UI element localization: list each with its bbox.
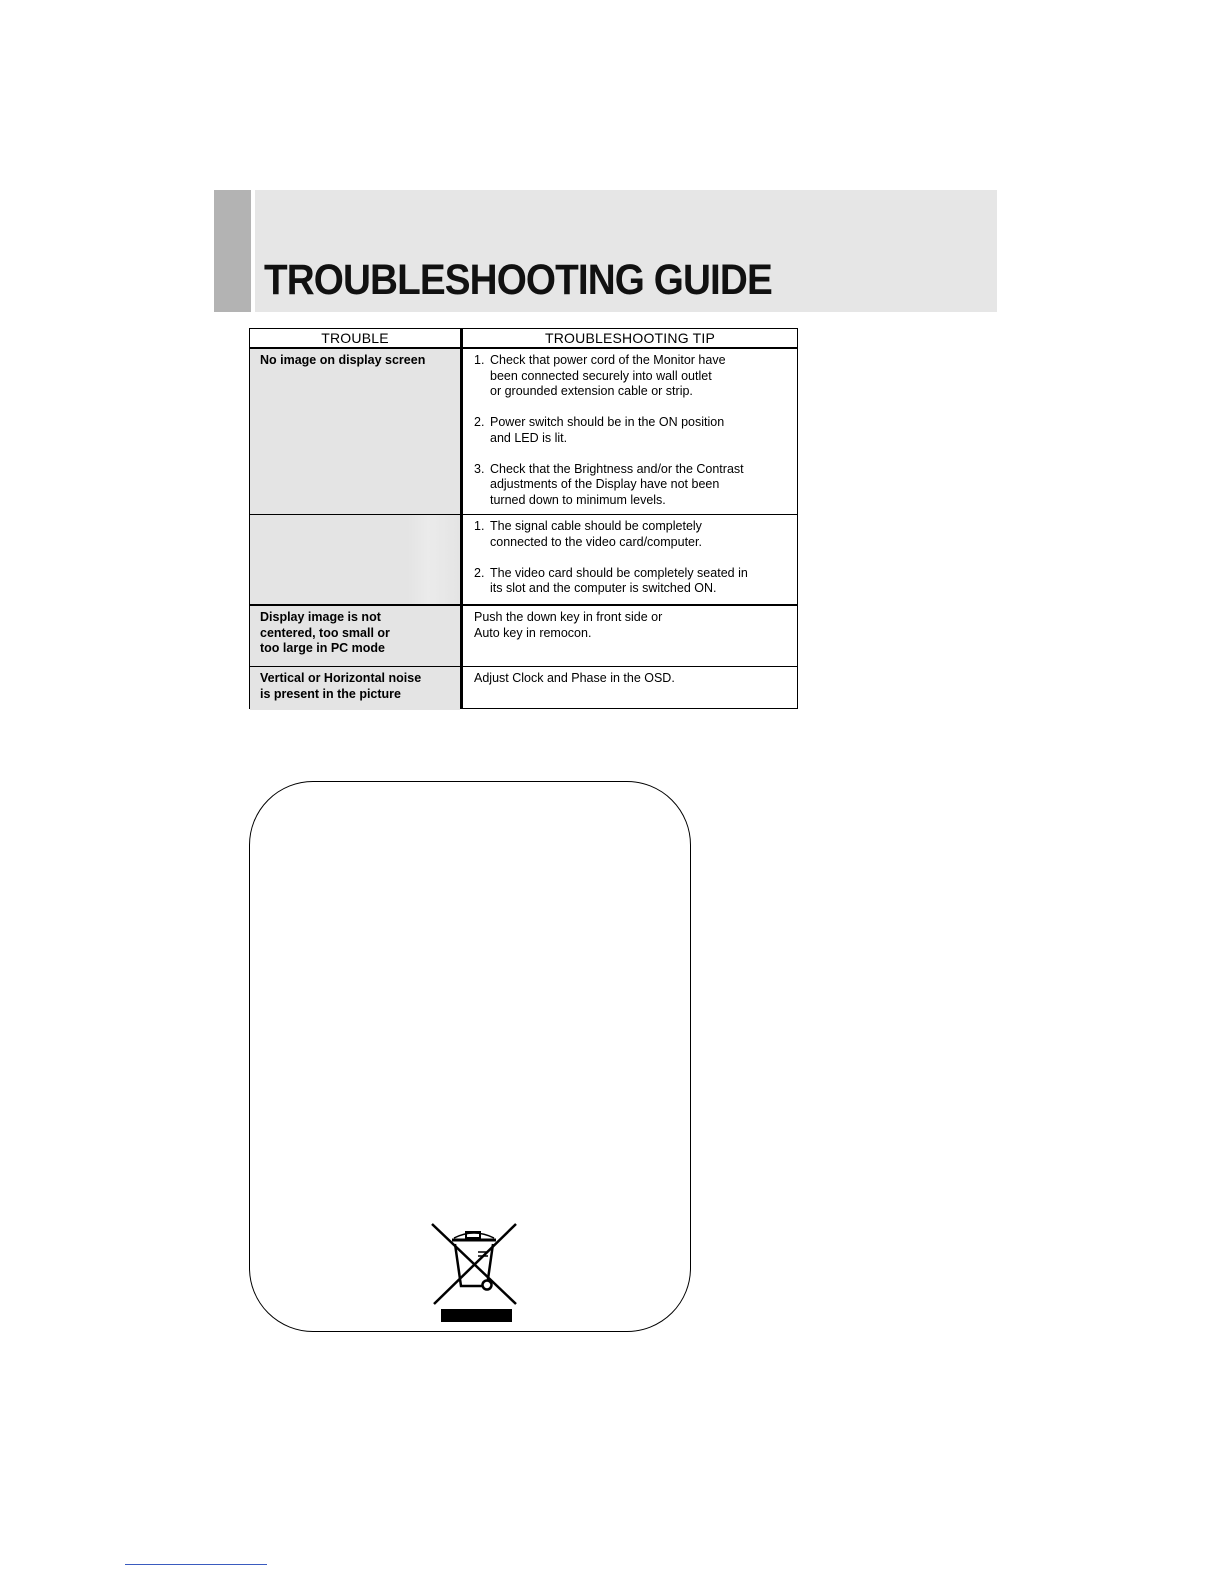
tip-cell	[463, 606, 797, 666]
page-title: TROUBLESHOOTING GUIDE	[264, 256, 772, 304]
tip-body: Check that the Brightness and/or the Contrast adjustments of the Display have not been turned down to minimum levels.	[490, 461, 744, 507]
tip-body: The signal cable should be completely connected to the video card/computer.	[490, 519, 702, 549]
tip-list	[463, 515, 797, 597]
tip-cell	[463, 515, 797, 604]
column-header-tip: TROUBLESHOOTING TIP	[544, 330, 715, 346]
tip-number: 1.	[474, 519, 485, 533]
troubleshooting-table	[249, 328, 798, 709]
tip-item	[474, 353, 789, 400]
tip-body: Adjust Clock and Phase in the OSD.	[474, 671, 675, 685]
trouble-cell	[250, 349, 460, 514]
column-header-trouble: TROUBLE	[321, 330, 389, 346]
trouble-cell	[250, 606, 460, 666]
trouble-text: No image on display screen	[260, 353, 426, 367]
tip-cell	[463, 667, 797, 710]
tip-list	[463, 349, 797, 508]
trouble-cell	[250, 515, 460, 604]
table-header-row	[250, 329, 797, 349]
tip-cell	[463, 349, 797, 514]
tip-item	[474, 566, 789, 597]
header-accent-gap	[251, 190, 255, 312]
weee-crossed-bin-icon	[430, 1222, 518, 1324]
header-accent-bar	[214, 190, 251, 312]
tip-body: Push the down key in front side or Auto key in remocon.	[474, 610, 663, 640]
tip-number: 2.	[474, 565, 485, 580]
column-divider	[460, 329, 463, 708]
trouble-text: Display image is not centered, too small or too large in PC mode	[260, 610, 390, 655]
tip-item	[474, 415, 789, 446]
tip-number: 1.	[474, 353, 485, 367]
tip-item	[474, 462, 789, 509]
tip-number: 3.	[474, 461, 485, 476]
table-row	[250, 515, 797, 606]
trouble-text: Vertical or Horizontal noise is present in the picture	[260, 671, 422, 701]
tip-item	[474, 519, 789, 550]
tip-body: The video card should be completely seated in its slot and the computer is switched ON.	[490, 565, 748, 595]
tip-body: Check that power cord of the Monitor have been connected securely into wall outlet or grounded extension cable or strip.	[490, 353, 726, 398]
trouble-text	[250, 515, 460, 519]
table-row	[250, 606, 797, 667]
footer-link[interactable]	[125, 1552, 267, 1565]
trouble-cell	[250, 667, 460, 710]
table-row	[250, 349, 797, 515]
tip-body: Power switch should be in the ON position and LED is lit.	[490, 415, 725, 445]
tip-number: 2.	[474, 415, 485, 429]
table-row	[250, 667, 797, 710]
